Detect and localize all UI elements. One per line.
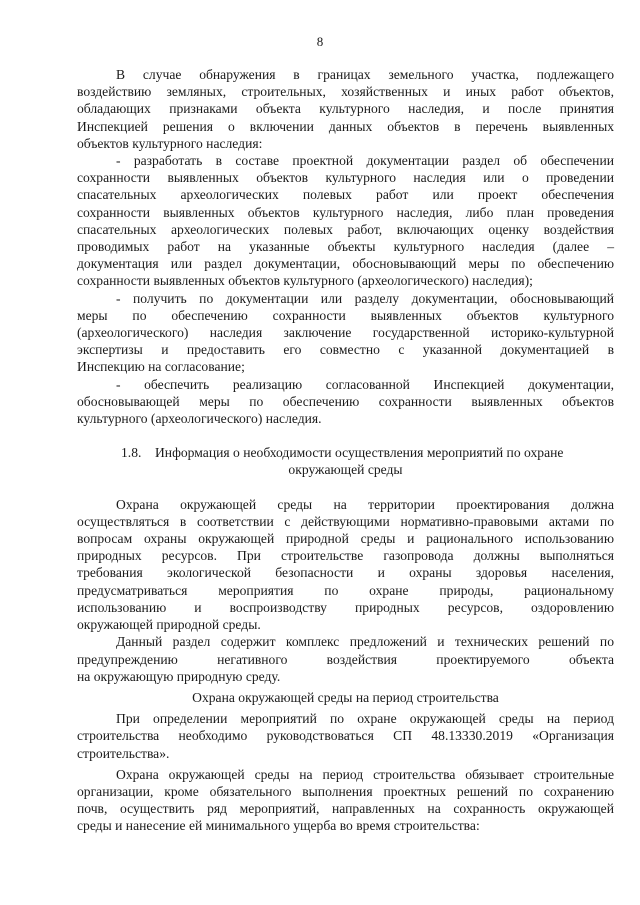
- text-line: требования экологической безопасности и охраны здоровья населения,: [77, 565, 614, 581]
- section-heading: [77, 444, 614, 478]
- text-line: использованию и воспроизводству природных ресурсов, оздоровлению: [77, 599, 614, 615]
- text-line: спасательных археологических полевых работ, включающих оценку воздействия: [77, 221, 614, 237]
- section-scope-paragraph: [77, 633, 614, 685]
- text-line: на окружающую природную среду.: [77, 668, 281, 684]
- intro-paragraph: [77, 66, 614, 152]
- bullet-item: [77, 290, 614, 376]
- section-number: 1.8.: [121, 445, 142, 461]
- text-line: Инспекцией решения о включении данных объектов в перечень выявленных: [77, 118, 614, 134]
- text-line: окружающей природной среды.: [77, 617, 261, 633]
- subsection-heading: Охрана окружающей среды на период строительства: [192, 689, 499, 705]
- text-line: почв, осуществить ряд мероприятий, направленных на сохранность окружающей: [77, 801, 614, 817]
- text-line: предусматриваться мероприятия по охране природы, рациональному: [77, 582, 614, 598]
- text-line: обосновывающей меры по обеспечению сохранности выявленных объектов: [77, 393, 614, 409]
- text-line: экспертизы и предоставить его совместно с указанной документацией в: [77, 342, 614, 358]
- text-line: строительства необходимо руководствоваться СП 48.13330.2019 «Организация: [77, 728, 614, 744]
- text-line: строительства».: [77, 745, 170, 761]
- text-line: - разработать в составе проектной документации раздел об обеспечении: [116, 153, 614, 169]
- bullet-item: [77, 152, 614, 290]
- text-line: сохранности выявленных объектов культурного наследия, либо план проведения: [77, 204, 614, 220]
- text-line: среды и нанесение ей минимального ущерба во время строительства:: [77, 818, 480, 834]
- text-line: Инспекцию на согласование;: [77, 359, 245, 375]
- text-line: спасательных археологических полевых работ или проект обеспечения: [77, 187, 614, 203]
- text-line: сохранности выявленных объектов культурного наследия или о проведении: [77, 170, 614, 186]
- text-line: сохранности выявленных объектов культурного (археологического) наследия);: [77, 273, 533, 289]
- text-line: культурного (археологического) наследия.: [77, 411, 322, 427]
- text-line: (археологического) наследия заключение государственной историко-культурной: [77, 325, 614, 341]
- text-line: - обеспечить реализацию согласованной Инспекцией документации,: [116, 376, 614, 392]
- text-line: предупреждению негативного воздействия проектируемого объекта: [77, 651, 614, 667]
- text-line: воздействию земляных, строительных, хозяйственных и иных работ объектов,: [77, 84, 614, 100]
- bullet-item: [77, 376, 614, 428]
- text-line: вопросам охраны окружающей природной среды и рационального использованию: [77, 531, 614, 547]
- section-title-line1: Информация о необходимости осуществления мероприятий по охране: [154, 445, 564, 461]
- document-body: [77, 66, 614, 835]
- text-line: При определении мероприятий по охране окружающей среды на период: [116, 711, 614, 727]
- page-number: 8: [316, 34, 324, 49]
- text-line: проводимых работ на указанные объекты культурного наследия (далее –: [77, 239, 614, 255]
- text-line: осуществляться в соответствии с действующими нормативно-правовыми актами по: [77, 513, 614, 529]
- text-line: Охрана окружающей среды на территории проектирования должна: [116, 496, 614, 512]
- text-line: В случае обнаружения в границах земельного участка, подлежащего: [116, 67, 614, 82]
- text-line: обладающих признаками объекта культурного наследия, и после принятия: [77, 101, 614, 117]
- obligations-paragraph: [77, 766, 614, 835]
- text-line: Данный раздел содержит комплекс предложений и технических решений по: [116, 634, 614, 650]
- text-line: документация или раздел документации, обосновывающий меры по обеспечению: [77, 256, 614, 272]
- text-line: Охрана окружающей среды на период строительства обязывает строительные: [116, 766, 614, 782]
- environment-paragraph: [77, 496, 614, 634]
- text-line: - получить по документации или разделу документации, обосновывающий: [116, 290, 614, 306]
- regulation-paragraph: [77, 710, 614, 762]
- text-line: организации, кроме обязательного выполнения проектных решений по сохранению: [77, 783, 614, 799]
- text-line: природных ресурсов. При строительстве газопровода должны выполняться: [77, 548, 614, 564]
- section-title-line2: окружающей среды: [288, 462, 403, 478]
- text-line: меры по обеспечению сохранности выявленных объектов культурного: [77, 307, 614, 323]
- text-line: объектов культурного наследия:: [77, 135, 263, 151]
